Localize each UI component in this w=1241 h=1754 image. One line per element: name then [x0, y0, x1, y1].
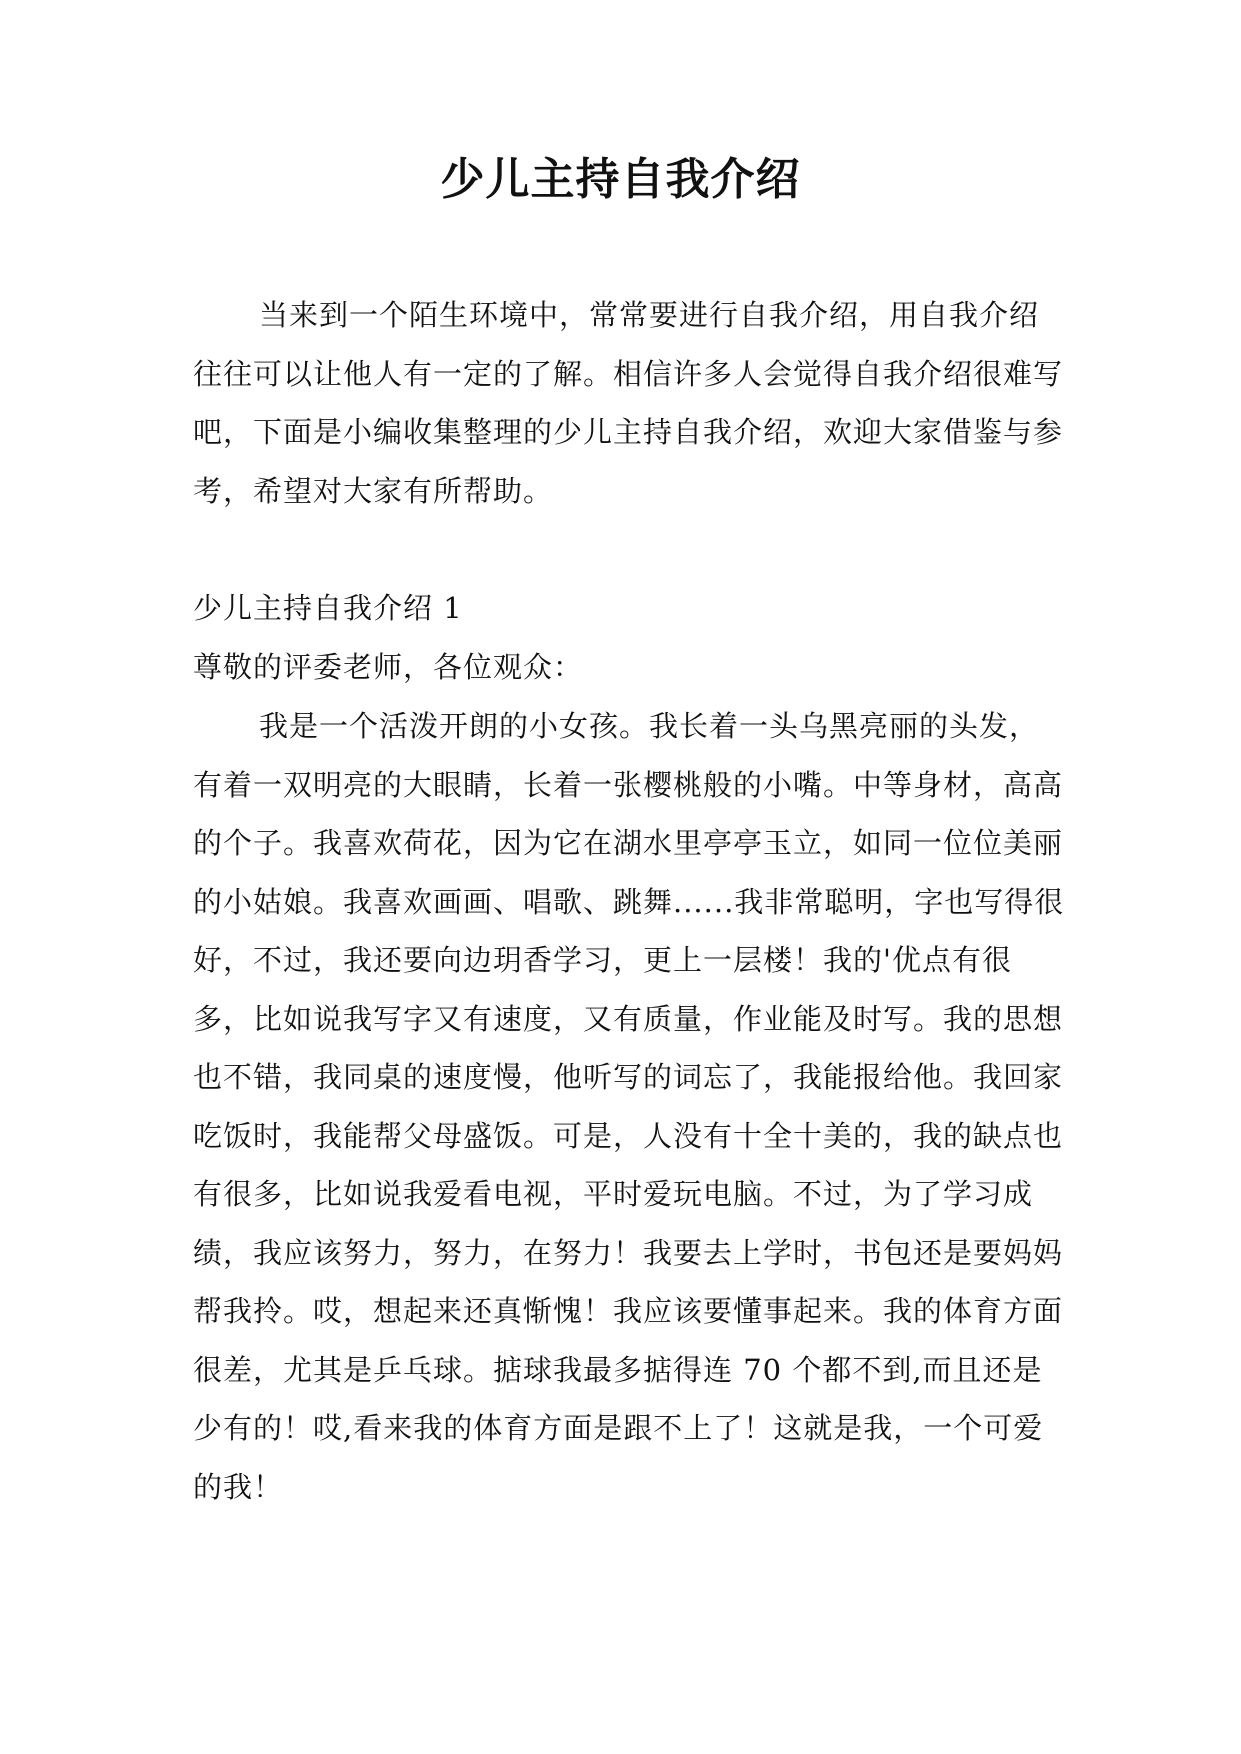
salutation-line: 尊敬的评委老师，各位观众： — [193, 650, 584, 684]
intro-paragraph: 当来到一个陌生环境中，常常要进行自我介绍，用自我介绍往往可以让他人有一定的了解。相信许多人会觉得自我介绍很难写吧，下面是小编收集整理的少儿主持自我介绍，欢迎大家借鉴与参考，希望对大家有所帮助。 — [193, 298, 1064, 508]
body-paragraph: 我是一个活泼开朗的小女孩。我长着一头乌黑亮丽的头发，有着一双明亮的大眼睛，长着一张樱桃般的小嘴。中等身材，高高的个子。我喜欢荷花，因为它在湖水里亭亭玉立，如同一位位美丽的小姑娘。我喜欢画画、唱歌、跳舞......我非常聪明，字也写得很好，不过，我还要向边玥香学习，更上一层楼！我的'优点有很多，比如说我写字又有速度，又有质量，作业能及时写。我的思想也不错，我同桌的速度慢，他听写的词忘了，我能报给他。我回家吃饭时，我能帮父母盛饭。可是，人没有十全十美的，我的缺点也有很多，比如说我爱看电视，平时爱玩电脑。不过，为了学习成绩，我应该努力，努力，在努力！我要去上学时，书包还是要妈妈帮我拎。哎，想起来还真惭愧！我应该要懂事起来。我的体育方面很差，尤其是乒乓球。掂球我最多掂得连 70 个都不到,而且还是少有的！哎,看来我的体育方面是跟不上了！这就是我，一个可爱的我！ — [193, 709, 1065, 1504]
document-title: 少儿主持自我介绍 — [440, 154, 801, 205]
section-heading: 少儿主持自我介绍 1 — [193, 591, 463, 625]
